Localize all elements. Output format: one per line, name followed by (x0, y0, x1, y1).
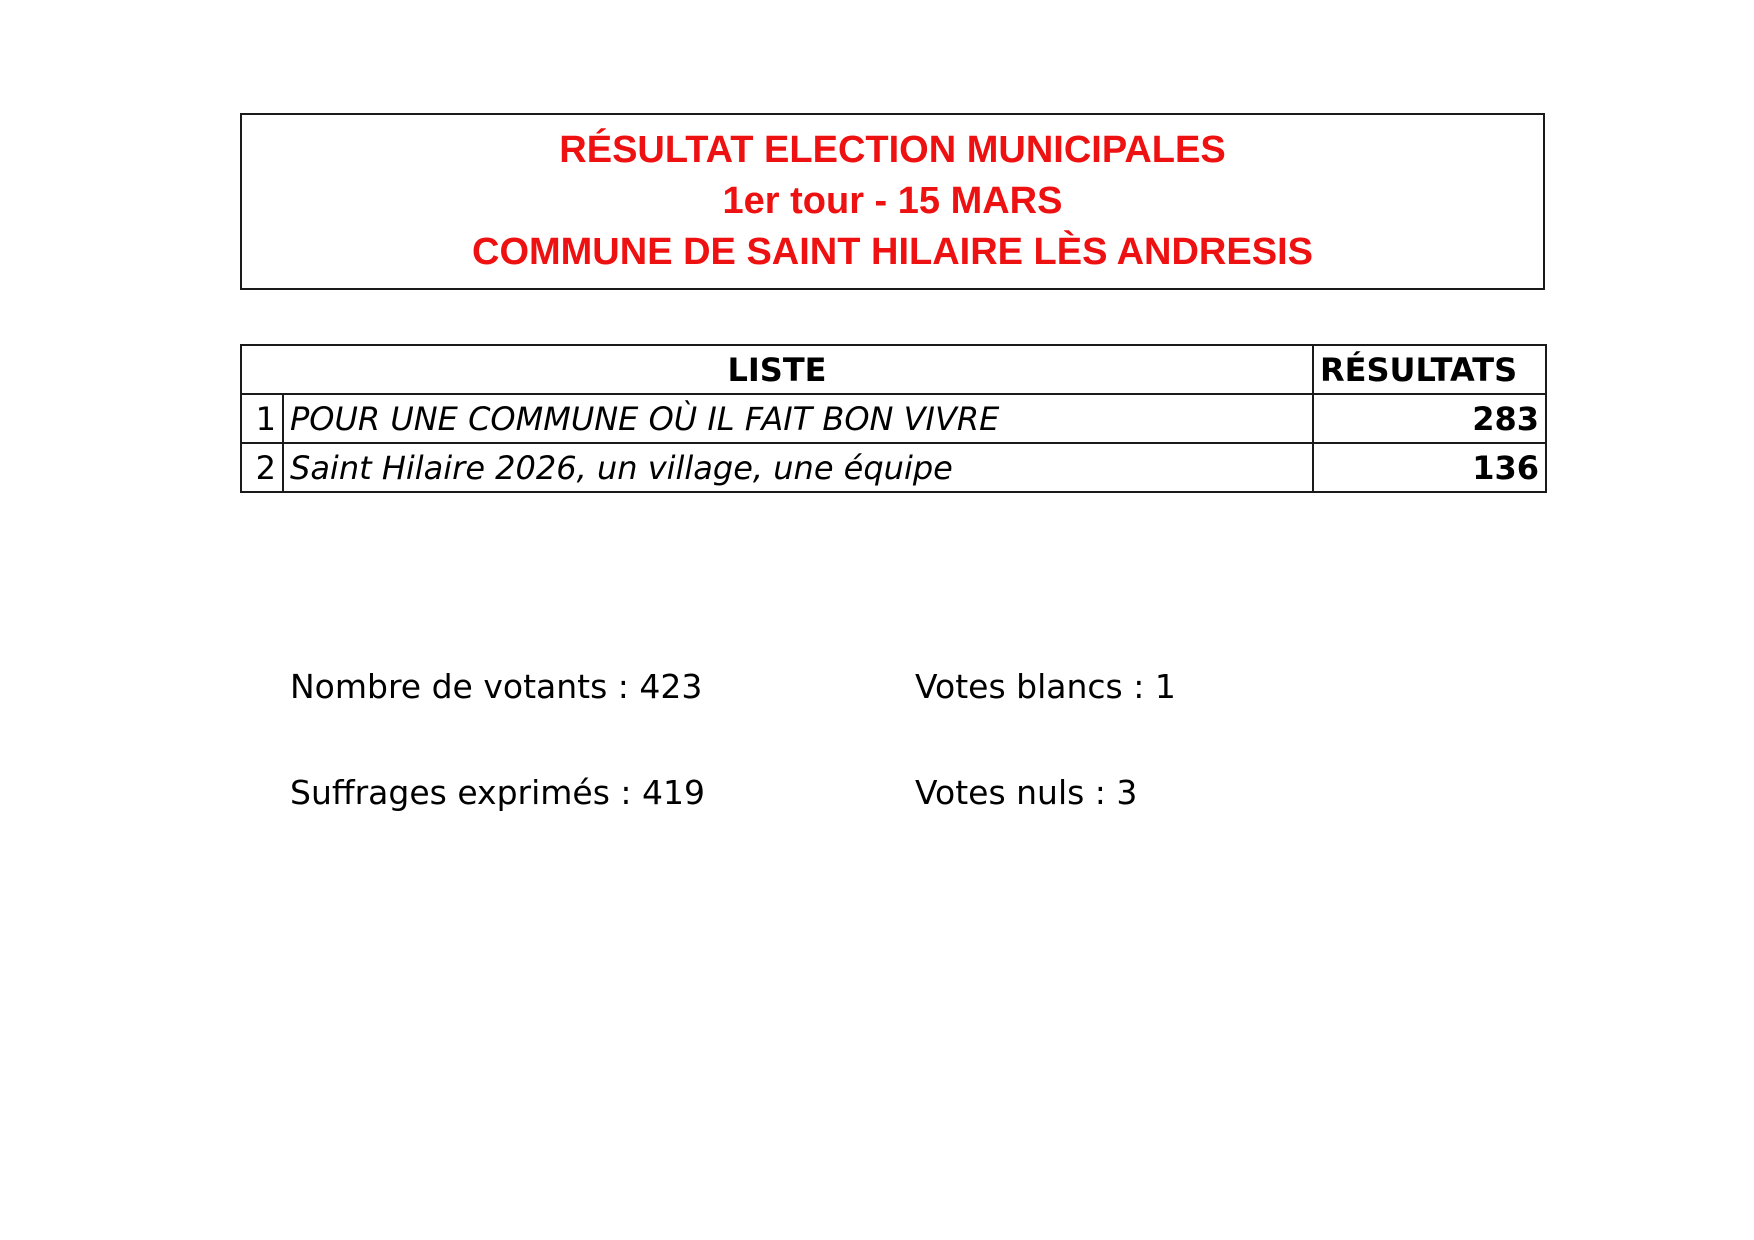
results-table (240, 344, 1547, 493)
stat-votants: Nombre de votants : 423 (290, 667, 703, 706)
stat-suffrages-exprimes: Suffrages exprimés : 419 (290, 773, 705, 812)
stat-votes-nuls: Votes nuls : 3 (915, 773, 1138, 812)
column-header-resultats: RÉSULTATS (1313, 345, 1546, 394)
table-row (241, 394, 1546, 443)
table-header-row (241, 345, 1546, 394)
row-number: 2 (241, 443, 283, 492)
list-result: 136 (1313, 443, 1546, 492)
column-header-liste: LISTE (241, 345, 1313, 394)
title-heading: RÉSULTAT ELECTION MUNICIPALES (559, 129, 1226, 171)
title-commune: COMMUNE DE SAINT HILAIRE LÈS ANDRESIS (472, 231, 1313, 273)
title-round-date: 1er tour - 15 MARS (722, 180, 1063, 222)
row-number: 1 (241, 394, 283, 443)
list-name: POUR UNE COMMUNE OÙ IL FAIT BON VIVRE (283, 394, 1313, 443)
stat-votes-blancs: Votes blancs : 1 (915, 667, 1176, 706)
title-box (240, 113, 1545, 290)
list-name: Saint Hilaire 2026, un village, une équipe (283, 443, 1313, 492)
list-result: 283 (1313, 394, 1546, 443)
table-row (241, 443, 1546, 492)
